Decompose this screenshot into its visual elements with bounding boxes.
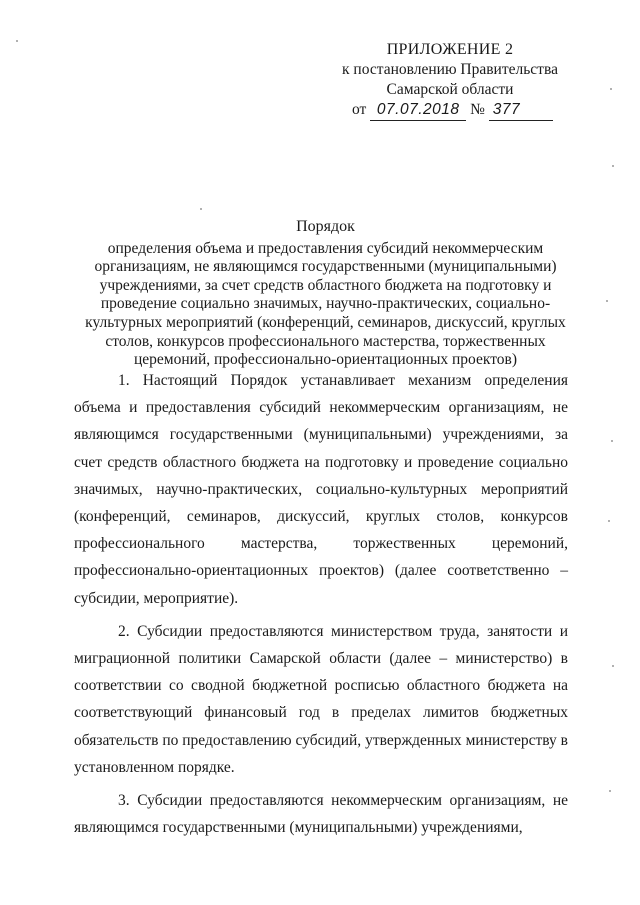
heading-title: Порядок <box>296 218 355 235</box>
scan-speck <box>609 790 611 792</box>
document-body <box>74 367 568 847</box>
handwritten-date: 07.07.2018 <box>370 100 466 121</box>
heading-line: определения объема и предоставления субсидий некоммерческим <box>107 239 544 257</box>
scan-speck <box>612 665 614 667</box>
date-prefix: от <box>352 101 367 118</box>
appendix-line-1: к постановлению Правительства <box>342 61 558 78</box>
scan-speck <box>611 440 613 442</box>
heading-line: церемоний, профессионально-ориентационных проектов) <box>134 351 517 369</box>
scan-speck <box>608 520 610 522</box>
paragraph-1: 1. Настоящий Порядок устанавливает механизм определения объема и предоставления субсидий некоммерческим организациям, не являющимся государственными (муниципальными) учреждениями, за счет средств областного бюджета на подготовку и проведение социально значимых, научно-практических, социально-культурных мероприятий (конференций, семинаров, дискуссий, круглых столов, конкурсов профессионального мастерства, торжественных церемоний, профессионально-ориентационных проектов) (далее соответственно – субсидии, мероприятие). <box>74 372 568 607</box>
heading-line: организациям, не являющимся государственными (муниципальными) <box>94 258 557 276</box>
appendix-date-row <box>330 100 570 121</box>
appendix-block <box>330 40 570 121</box>
heading-line: проведение социально значимых, научно-практических, социально- <box>100 295 551 313</box>
heading-line: культурных мероприятий (конференций, семинаров, дискуссий, круглых <box>85 313 566 331</box>
appendix-title: ПРИЛОЖЕНИЕ 2 <box>386 41 514 58</box>
heading-line: учреждениями, за счет средств областного бюджета на подготовку и <box>99 276 552 294</box>
document-heading <box>78 218 573 370</box>
handwritten-number: 377 <box>489 100 553 121</box>
scan-speck <box>200 208 202 210</box>
paragraph-2: 2. Субсидии предоставляются министерством труда, занятости и миграционной политики Самарской области (далее – министерство) в соответствии со сводной бюджетной росписью областного бюджета на соответствующий финансовый год в пределах лимитов бюджетных обязательств по предоставлению субсидий, утвержденных министерству в установленном порядке. <box>74 622 568 776</box>
scan-speck <box>606 300 608 302</box>
number-prefix: № <box>470 101 485 118</box>
scan-speck <box>610 88 612 90</box>
paragraph-3: 3. Субсидии предоставляются некоммерческим организациям, не являющимся государственными (муниципальными) учреждениями, <box>74 792 568 837</box>
appendix-line-2: Самарской области <box>386 81 514 98</box>
heading-line: столов, конкурсов профессионального мастерства, торжественных <box>105 332 546 350</box>
scan-speck <box>612 165 614 167</box>
scan-speck <box>16 40 18 42</box>
